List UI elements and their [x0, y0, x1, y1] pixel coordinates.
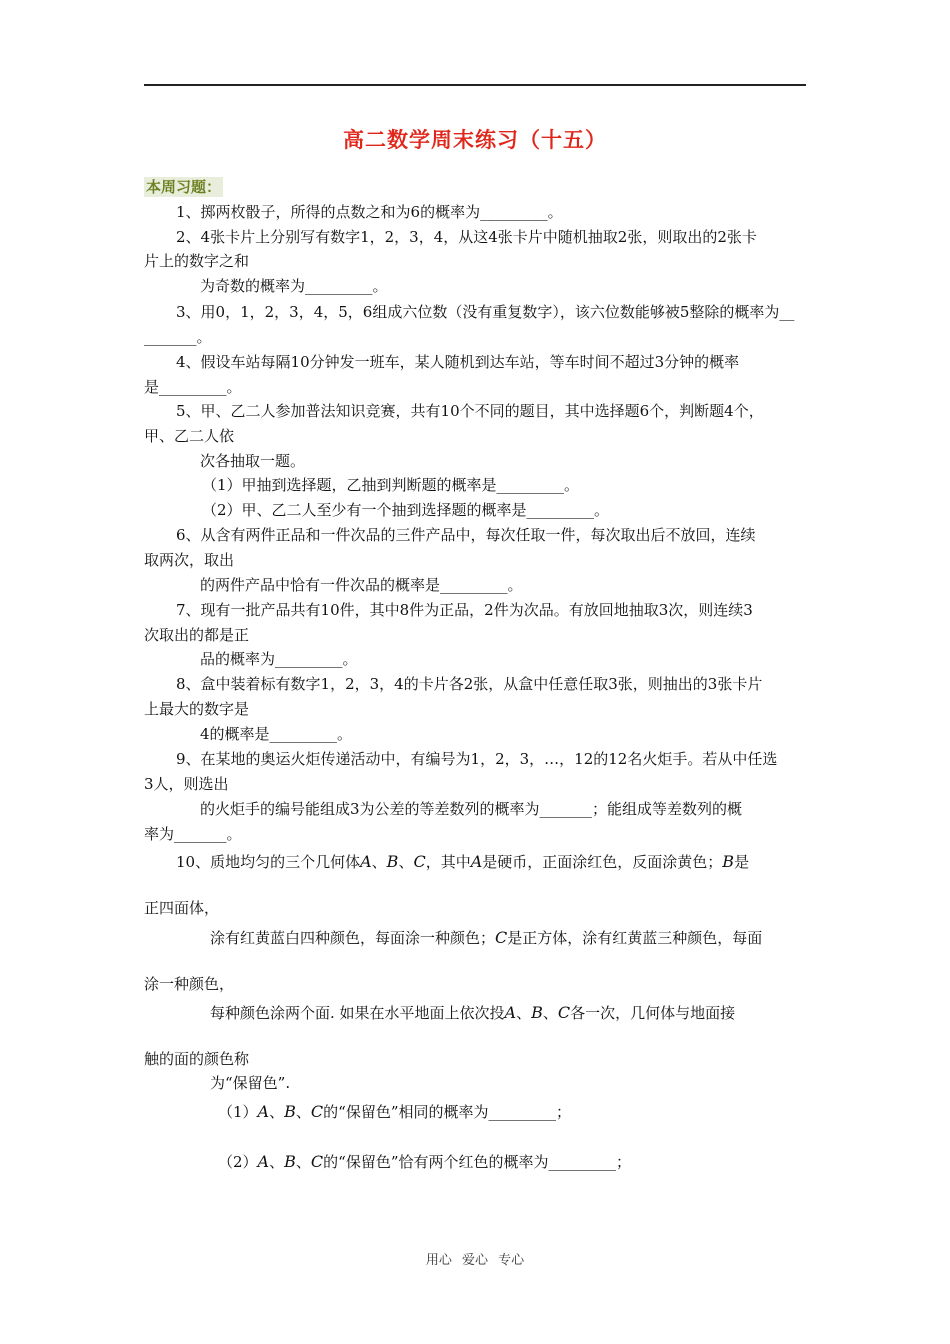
question-2-line-1: 2、4张卡片上分别写有数字1，2，3，4，从这4张卡片中随机抽取2张，则取出的2张卡: [176, 228, 757, 246]
question-9-line-3: 的火炬手的编号能组成3为公差的等差数列的概率为_______；能组成等差数列的概: [200, 800, 743, 818]
var-a: A: [360, 852, 372, 871]
question-8-line-1: 8、盒中装着标有数字1，2，3，4的卡片各2张，从盒中任意任取3张，则抽出的3张卡片: [176, 675, 763, 693]
question-5-line-2: 甲、乙二人依: [144, 427, 235, 445]
page-footer: 用心 爱心 专心: [425, 1253, 525, 1268]
question-10-part-2: [218, 1152, 631, 1172]
sep: 、: [516, 1004, 532, 1022]
question-6-line-1: 6、从含有两件正品和一件次品的三件产品中，每次任取一件，每次取出后不放回，连续: [176, 526, 756, 544]
q10-text-c: 是硬币，正面涂红色，反面涂黄色；: [482, 853, 723, 871]
var-b: B: [386, 852, 399, 871]
var-b: B: [284, 1152, 296, 1171]
var-b: B: [284, 1102, 296, 1121]
question-2-line-2: 片上的数字之和: [144, 252, 250, 270]
question-5-line-1: 5、甲、乙二人参加普法知识竞赛，共有10个不同的题目，其中选择题6个，判断题4个，: [176, 402, 764, 420]
var-a: A: [257, 1102, 270, 1121]
question-9-line-4: 率为_______。: [144, 825, 242, 843]
var-a: A: [504, 1003, 517, 1022]
sep: 、: [269, 1103, 285, 1121]
q10-text-f: 是正方体，涂有红黄蓝三种颜色，每面: [507, 929, 763, 947]
question-7-line-3: 品的概率为_________。: [200, 650, 358, 668]
q10-text-b: ，其中: [425, 853, 471, 871]
var-a: A: [257, 1152, 270, 1171]
q10-part-1-text: 的“保留色”相同的概率为_________；: [323, 1103, 571, 1121]
question-10-line-2: 正四面体，: [144, 899, 220, 917]
q10-text-e: 涂有红黄蓝白四种颜色，每面涂一种颜色；: [210, 929, 496, 947]
sep: 、: [295, 1153, 311, 1171]
question-6-line-3: 的两件产品中恰有一件次品的概率是_________。: [200, 576, 523, 594]
question-7-line-1: 7、现有一批产品共有10件，其中8件为正品，2件为次品。有放回地抽取3次，则连续3: [176, 601, 753, 619]
var-c: C: [310, 1102, 324, 1121]
question-1: 1、掷两枚骰子，所得的点数之和为6的概率为_________。: [176, 203, 563, 221]
question-6-line-2: 取两次，取出: [144, 551, 235, 569]
var-c: C: [310, 1152, 324, 1171]
question-4-line-2: 是_________。: [144, 378, 242, 396]
question-9-line-2: 3人，则选出: [144, 775, 229, 793]
header-rule: [144, 84, 806, 86]
question-2-line-3: 为奇数的概率为_________。: [200, 277, 388, 295]
document-title: 高二数学周末练习（十五）: [343, 127, 607, 152]
sep: 、: [398, 853, 414, 871]
question-10-line-1: [176, 852, 749, 872]
section-heading: 本周习题：: [146, 178, 222, 196]
question-10-line-5: [210, 1003, 735, 1023]
var-c: C: [557, 1003, 571, 1022]
q10-part-2-text: 的“保留色”恰有两个红色的概率为_________；: [323, 1153, 631, 1171]
part-number: （1）: [218, 1103, 258, 1121]
var-b: B: [722, 852, 735, 871]
question-10-line-3: [210, 928, 762, 948]
sep: 、: [295, 1103, 311, 1121]
question-5-line-3: 次各抽取一题。: [200, 452, 306, 470]
question-8-line-3: 4的概率是_________。: [200, 725, 353, 743]
var-c: C: [495, 928, 508, 947]
q10-text-g: 每种颜色涂两个面. 如果在水平地面上依次投: [210, 1004, 505, 1022]
q10-text-h: 各一次，几何体与地面接: [570, 1004, 736, 1022]
part-number: （2）: [218, 1153, 258, 1171]
question-7-line-2: 次取出的都是正: [144, 626, 250, 644]
q10-text-a: 10、质地均匀的三个几何体: [176, 853, 361, 871]
var-b: B: [531, 1003, 543, 1022]
sep: 、: [371, 853, 387, 871]
question-9-line-1: 9、在某地的奥运火炬传递活动中，有编号为1，2，3，…，12的12名火炬手。若从中任选: [176, 750, 778, 768]
question-3-line-1: 3、用0，1，2，3，4，5，6组成六位数（没有重复数字），该六位数能够被5整除的概率为__: [176, 303, 795, 321]
sep: 、: [269, 1153, 285, 1171]
q10-text-d: 是: [734, 853, 750, 871]
var-c: C: [413, 852, 426, 871]
question-10-line-6: 触的面的颜色称: [144, 1050, 250, 1068]
question-8-line-2: 上最大的数字是: [144, 700, 250, 718]
question-10-part-1: [218, 1102, 571, 1122]
var-a: A: [470, 852, 483, 871]
question-10-line-7: 为“保留色”.: [210, 1074, 291, 1092]
question-5-part-2: （2）甲、乙二人至少有一个抽到选择题的概率是_________。: [202, 501, 610, 519]
question-10-line-4: 涂一种颜色，: [144, 975, 235, 993]
sep: 、: [542, 1004, 558, 1022]
question-3-line-2: _______。: [144, 328, 212, 346]
question-5-part-1: （1）甲抽到选择题，乙抽到判断题的概率是_________。: [202, 476, 580, 494]
question-4-line-1: 4、假设车站每隔10分钟发一班车，某人随机到达车站，等车时间不超过3分钟的概率: [176, 353, 740, 371]
